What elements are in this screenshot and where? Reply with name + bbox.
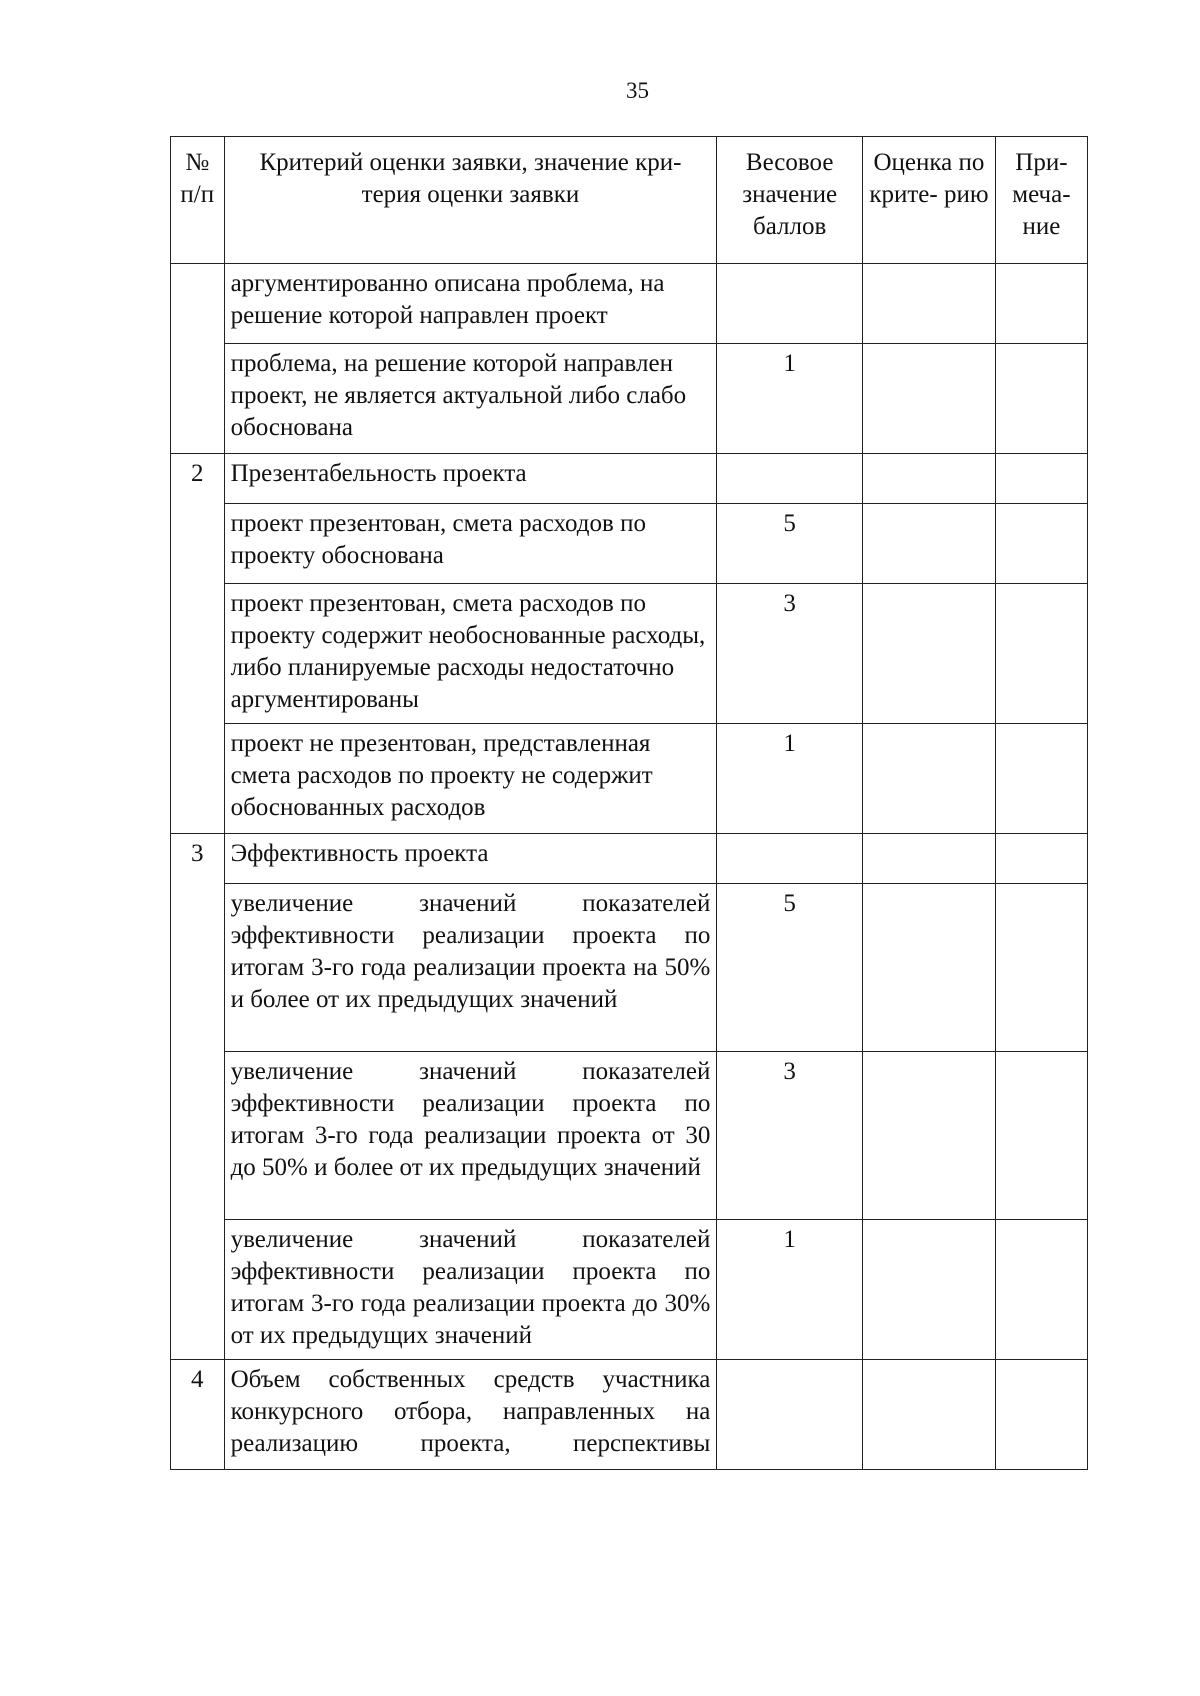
table-row bbox=[171, 1360, 1088, 1470]
header-num: № п/п bbox=[171, 137, 225, 264]
row-weight: 1 bbox=[717, 724, 863, 834]
row-num bbox=[171, 344, 225, 454]
row-num bbox=[171, 724, 225, 834]
table-row bbox=[171, 264, 1088, 344]
row-criterion: аргументированно описана проблема, на решение которой направлен проект bbox=[224, 264, 717, 344]
row-note bbox=[995, 1052, 1087, 1220]
row-criterion: проект не презентован, представленная смета расходов по проекту не содержит обоснованных расходов bbox=[224, 724, 717, 834]
table-row bbox=[171, 454, 1088, 504]
table-row bbox=[171, 834, 1088, 884]
row-note bbox=[995, 834, 1087, 884]
row-score bbox=[863, 584, 996, 724]
table-header-row bbox=[171, 137, 1088, 264]
row-score bbox=[863, 1052, 996, 1220]
row-num bbox=[171, 884, 225, 1052]
row-score bbox=[863, 1220, 996, 1360]
row-weight: 5 bbox=[717, 884, 863, 1052]
row-note bbox=[995, 884, 1087, 1052]
table-row bbox=[171, 584, 1088, 724]
row-weight: 1 bbox=[717, 344, 863, 454]
row-num bbox=[171, 584, 225, 724]
row-note bbox=[995, 344, 1087, 454]
table-row bbox=[171, 1052, 1088, 1220]
row-score bbox=[863, 264, 996, 344]
row-weight: 3 bbox=[717, 1052, 863, 1220]
row-weight: 3 bbox=[717, 584, 863, 724]
row-note bbox=[995, 264, 1087, 344]
criteria-table bbox=[170, 136, 1088, 1470]
row-weight bbox=[717, 454, 863, 504]
row-score bbox=[863, 1360, 996, 1470]
row-note bbox=[995, 724, 1087, 834]
row-criterion: проблема, на решение которой направлен проект, не является актуальной либо слабо обоснована bbox=[224, 344, 717, 454]
row-num: 3 bbox=[171, 834, 225, 884]
row-score bbox=[863, 344, 996, 454]
row-num bbox=[171, 264, 225, 344]
row-weight: 5 bbox=[717, 504, 863, 584]
header-score: Оценка по крите- рию bbox=[863, 137, 996, 264]
row-num: 4 bbox=[171, 1360, 225, 1470]
row-score bbox=[863, 454, 996, 504]
row-num: 2 bbox=[171, 454, 225, 504]
row-score bbox=[863, 884, 996, 1052]
row-note bbox=[995, 584, 1087, 724]
row-criterion: Объем собственных средств участника конкурсного отбора, направленных на реализацию проекта, перспективы bbox=[224, 1360, 717, 1470]
row-weight: 1 bbox=[717, 1220, 863, 1360]
page-number: 35 bbox=[626, 78, 649, 103]
row-criterion: Эффективность проекта bbox=[224, 834, 717, 884]
row-note bbox=[995, 1220, 1087, 1360]
row-num bbox=[171, 1220, 225, 1360]
row-criterion: увеличение значений показателей эффективности реализации проекта по итогам 3-го года реализации проекта от 30 до 50% и более от их предыдущих значений bbox=[224, 1052, 717, 1220]
header-criterion: Критерий оценки заявки, значение кри- терия оценки заявки bbox=[224, 137, 717, 264]
row-score bbox=[863, 504, 996, 584]
row-note bbox=[995, 1360, 1087, 1470]
table-row bbox=[171, 724, 1088, 834]
row-weight bbox=[717, 1360, 863, 1470]
row-criterion: увеличение значений показателей эффективности реализации проекта по итогам 3-го года реализации проекта на 50% и более от их предыдущих значений bbox=[224, 884, 717, 1052]
row-num bbox=[171, 504, 225, 584]
table-row bbox=[171, 344, 1088, 454]
row-note bbox=[995, 504, 1087, 584]
table-row bbox=[171, 1220, 1088, 1360]
header-weight: Весовое значение баллов bbox=[717, 137, 863, 264]
table-row bbox=[171, 884, 1088, 1052]
row-score bbox=[863, 834, 996, 884]
row-criterion: увеличение значений показателей эффективности реализации проекта по итогам 3-го года реализации проекта до 30% от их предыдущих значений bbox=[224, 1220, 717, 1360]
header-note: При- меча- ние bbox=[995, 137, 1087, 264]
row-weight bbox=[717, 834, 863, 884]
row-score bbox=[863, 724, 996, 834]
row-criterion: проект презентован, смета расходов по проекту содержит необоснованные расходы, либо планируемые расходы недостаточно аргументированы bbox=[224, 584, 717, 724]
row-num bbox=[171, 1052, 225, 1220]
table-row bbox=[171, 504, 1088, 584]
row-criterion: проект презентован, смета расходов по проекту обоснована bbox=[224, 504, 717, 584]
row-criterion: Презентабельность проекта bbox=[224, 454, 717, 504]
row-note bbox=[995, 454, 1087, 504]
row-weight bbox=[717, 264, 863, 344]
